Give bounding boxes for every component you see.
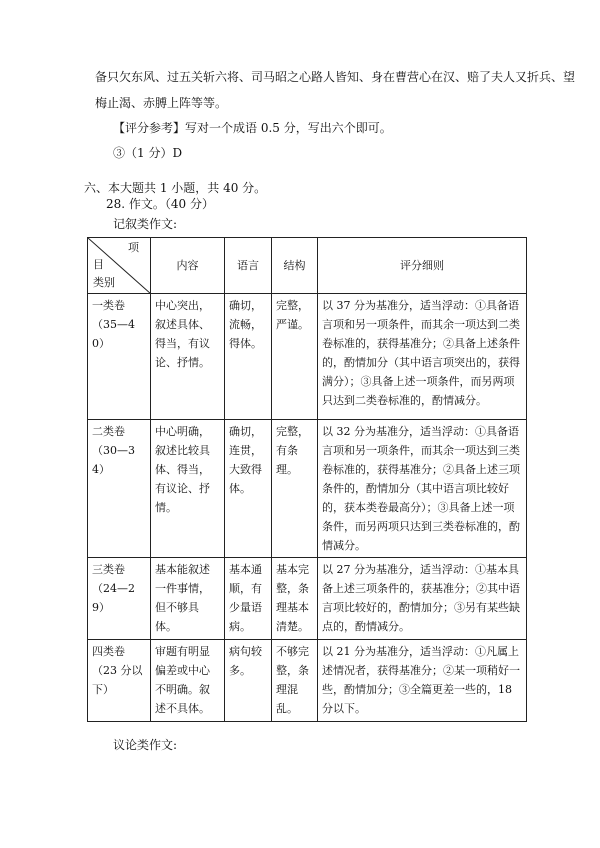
argumentative-essay-title: 议论类作文: [113,738,178,752]
content-cell: 中心突出，叙述具体、得当，有议论、抒情。 [151,294,225,420]
section-6-heading: 六、本大题共 1 小题，共 40 分。 [84,181,267,195]
header-content: 内容 [151,238,225,294]
header-structure: 结构 [272,238,318,294]
header-item-label-2: 目 [93,258,104,271]
category-cell [88,558,151,640]
category-cell [88,420,151,558]
content-cell: 基本能叙述一件事情，但不够具体。 [151,558,225,640]
table-row [88,558,527,640]
category-name: 一类卷 [92,299,125,312]
structure-cell: 完整，有条理。 [272,420,318,558]
category-cell [88,640,151,722]
language-cell: 基本通顺，有少量语病。 [225,558,272,640]
table-header-row [88,238,527,294]
intro-line-2: 梅止渴、赤膊上阵等等。 [95,96,228,110]
rules-cell: 以 27 分为基准分，适当浮动：①基本具备上述三项条件的，获基准分；②其中语言项比较好的，酌情加分；③另有某些缺点的，酌情减分。 [318,558,527,640]
category-cell [88,294,151,420]
header-item-label: 项 [128,241,139,254]
rules-cell: 以 37 分为基准分，适当浮动：①具备语言项和另一项条件，而其余一项达到二类卷标准的，获得基准分；②具备上述条件的，酌情加分（其中语言项突出的，获得满分）；③具备上述一项条件，而另两项只达到二类卷标准的，酌情减分。 [318,294,527,420]
rules-cell: 以 32 分为基准分，适当浮动：①具备语言项和另一项条件，而其余一项达到三类卷标准的，获得基准分；②具备上述三项条件的，酌情加分（其中语言项比较好的，获本类卷最高分）；③具备上述一项条件，而另两项只达到三类卷标准的，酌情减分。 [318,420,527,558]
score-range: （24—29） [92,582,135,614]
language-cell: 确切，连贯，大致得体。 [225,420,272,558]
score-range: （35—40） [92,318,135,350]
rules-cell: 以 21 分为基准分，适当浮动：①凡属上述情况者，获得基准分；②某一项稍好一些，酌情加分；③全篇更差一些的，18 分以下。 [318,640,527,722]
header-rules: 评分细则 [318,238,527,294]
score-range: （23 分以下） [92,664,143,696]
structure-cell: 完整，严谨。 [272,294,318,420]
category-name: 三类卷 [92,563,125,576]
structure-cell: 基本完整，条理基本清楚。 [272,558,318,640]
category-name: 四类卷 [92,645,125,658]
category-name: 二类卷 [92,425,125,438]
structure-cell: 不够完整，条理混乱。 [272,640,318,722]
grading-table [87,237,527,722]
answer-3: ③（1 分）D [113,146,183,160]
question-28: 28. 作文。（40 分） [106,197,214,211]
diagonal-header-cell [88,238,151,294]
score-range: （30—34） [92,444,135,476]
table-row [88,420,527,558]
content-cell: 审题有明显偏差或中心不明确。叙述不具体。 [151,640,225,722]
table-row [88,640,527,722]
language-cell: 病句较多。 [225,640,272,722]
table-row [88,294,527,420]
intro-line-1: 备只欠东风、过五关斩六将、司马昭之心路人皆知、身在曹营心在汉、赔了夫人又折兵、望 [95,70,576,84]
language-cell: 确切，流畅，得体。 [225,294,272,420]
narrative-essay-title: 记叙类作文: [113,217,178,231]
content-cell: 中心明确，叙述比较具体、得当，有议论、抒情。 [151,420,225,558]
header-category-label: 类别 [93,276,115,289]
scoring-reference: 【评分参考】写对一个成语 0.5 分，写出六个即可。 [113,121,392,135]
header-language: 语言 [225,238,272,294]
